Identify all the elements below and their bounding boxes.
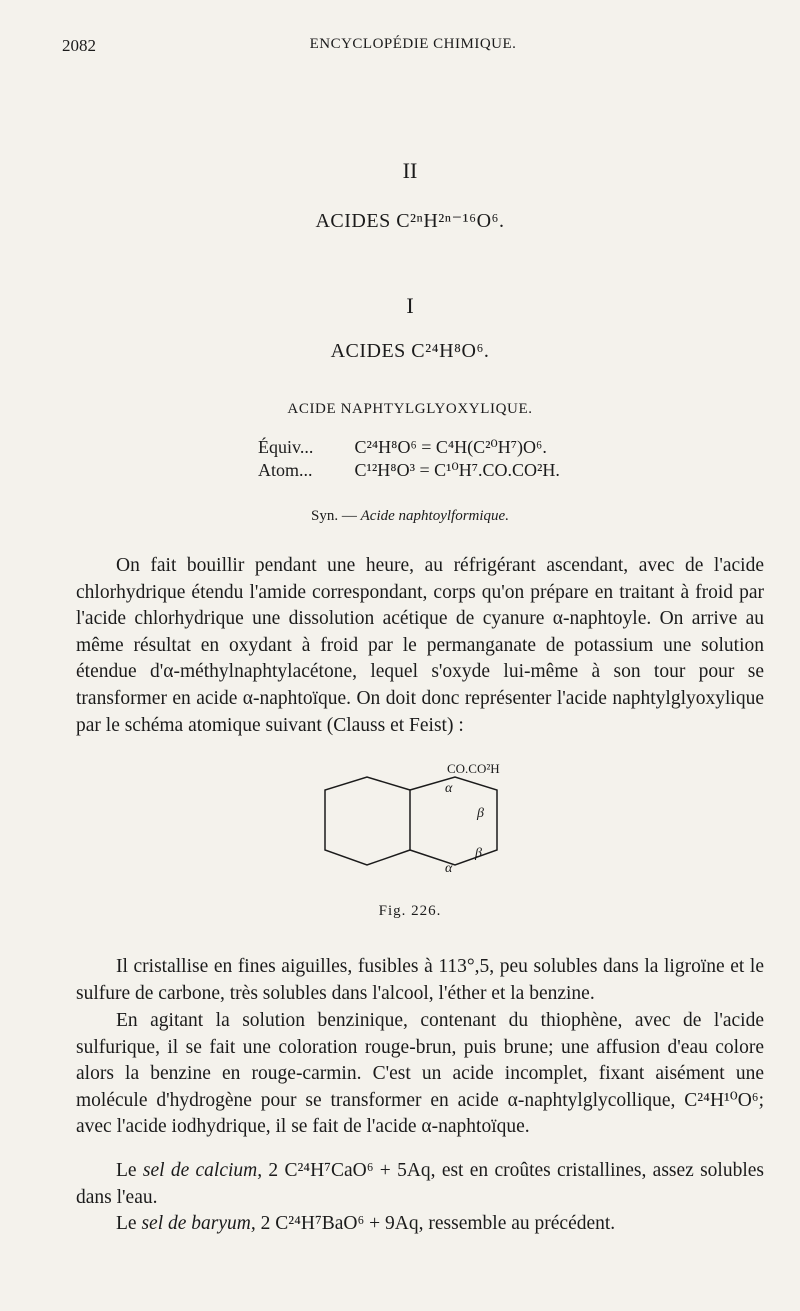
atom-label: Atom... [258,460,313,480]
section-title-ii: ACIDES C²ⁿH²ⁿ⁻¹⁶O⁶. [315,210,505,232]
equiv-label: Équiv... [258,437,314,457]
alpha-top-label: α [445,781,453,796]
beta-upper-label: β [477,806,484,821]
substituent-label: CO.CO²H [447,761,500,776]
barium-salt-name: sel de baryum, [141,1213,256,1234]
calcium-prefix: Le [116,1160,137,1181]
left-ring [325,777,410,865]
atom-formula: C¹²H⁸O³ = C¹⁰H⁷.CO.CO²H. [354,460,560,480]
section-numeral-ii: II [402,158,418,183]
paragraph-preparation: On fait bouillir pendant une heure, au réfrigérant ascendant, avec de l'acide chlorhydrique étendu l'amide correspondant, corps qu'on prépare en traitant à froid par l'acide chlorhydrique une dissolution acétique de cyanure α-naphtoyle. On arrive au même résultat en oxydant à froid par le permanganate de potassium une solution étendue d'α-méthylnaphtylacétone, lequel s'oxyde lui-même à son tour pour se transformer en acide α-naphtoïque. On doit donc représenter l'acide naphtylglyoxylique par le schéma atomique suivant (Clauss et Feist) : [76,555,764,736]
naphthalene-structure-diagram [315,760,515,885]
figure-caption: Fig. 226. [378,903,442,919]
running-header [62,36,764,60]
synonym-value: Acide naphtoylformique. [360,508,509,524]
acid-name: ACIDE NAPHTYLGLYOXYLIQUE. [287,401,533,417]
alpha-bottom-label: α [445,861,453,876]
right-ring [410,777,497,865]
paragraph-properties: Il cristallise en fines aiguilles, fusibles à 113°,5, peu solubles dans la ligroïne et le sulfure de carbone, très solubles dans l'alcool, l'éther et la benzine. [76,956,764,1004]
calcium-salt-name: sel de calcium, [142,1160,263,1181]
beta-lower-label: β [475,846,482,861]
running-title: ENCYCLOPÉDIE CHIMIQUE. [309,36,517,52]
equiv-formula-row [258,437,547,458]
section-numeral-i: I [406,293,414,318]
paragraph-barium-salt [76,1211,764,1238]
page-number: 2082 [62,36,96,55]
synonym-label: Syn. — [311,508,357,524]
barium-salt-text: 2 C²⁴H⁷BaO⁶ + 9Aq, ressemble au précédent. [260,1213,616,1234]
paragraph-reactions: En agitant la solution benzinique, contenant du thiophène, avec de l'acide sulfurique, il se fait une coloration rouge-brun, puis brune; une affusion d'eau colore alors la benzine en rouge-carmin. C'est un acide incomplet, fixant aisément une molécule d'hydrogène pour se transformer en acide α-naphtylglycollique, C²⁴H¹⁰O⁶; avec l'acide iodhydrique, il se fait de l'acide α-naphtoïque. [76,1010,764,1138]
ring-outlines [325,777,497,865]
barium-prefix: Le [116,1213,137,1234]
synonym-line [60,508,760,525]
equiv-formula: C²⁴H⁸O⁶ = C⁴H(C²⁰H⁷)O⁶. [354,437,547,457]
paragraph-calcium-salt [76,1158,764,1211]
atom-formula-row [258,460,560,481]
calcium-salt-text: 2 C²⁴H⁷CaO⁶ + 5Aq, est en croûtes cristallines, assez solubles dans l'eau. [76,1160,765,1208]
section-title-i: ACIDES C²⁴H⁸O⁶. [330,340,490,362]
